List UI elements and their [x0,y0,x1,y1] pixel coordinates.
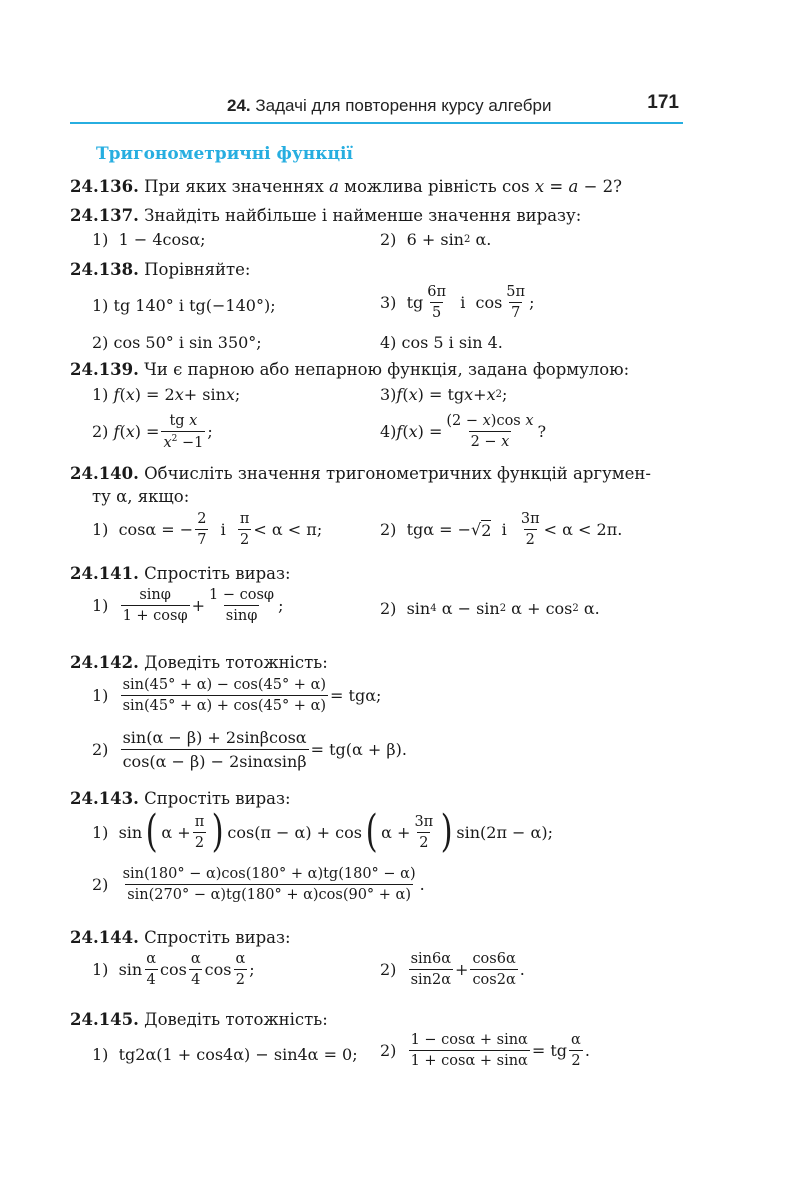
problem-24-138-item-2: 2) cos 50° і sin 350°; [92,333,262,352]
problem-24-145-item-1: 1) tg2α(1 + cos4α) − sin4α = 0; [92,1045,358,1064]
problem-24-139-item-4: 4) f ( x ) = $\frac{\text{(2 − x)cos x}}{2 - x}$ ? [380,413,547,450]
problem-24-138: 24.138. Порівняйте: [70,260,251,279]
problem-24-145: 24.145. Доведіть тотожність: [70,1010,328,1029]
problem-24-137: 24.137. Знайдіть найбільше і найменше значення виразу: [70,206,582,225]
problem-24-136: 24.136. При яких значеннях a можлива рівність cos x = a − 2? [70,177,623,196]
problem-24-141-item-1: 1) $\frac{\sin\varphi}{1 + \cos\varphi}$ + $\frac{1 - \cos\varphi}{\sin\varphi}$ ; [92,587,284,624]
problem-24-141-item-2: 2) sin 4 α − sin 2 α + cos 2 α. [380,599,600,618]
problem-24-144-item-2: 2) $\frac{\sin 6\alpha}{\sin 2\alpha}$ + $\frac{\cos 6\alpha}{\cos 2\alpha}$ . [380,951,525,988]
problem-24-140-item-1: 1) cosα = − $\frac{2}{7}$ і $\frac{\pi}{2}$ < α < π; [92,511,323,548]
page-number: 171 [647,92,679,113]
problem-24-139-item-2: 2) f ( x ) = $\frac{\text{tg x}}{x^2 -1}$ ; [92,413,213,451]
problem-24-145-item-2: 2) $\frac{1 - \cos\alpha + \sin\alpha}{1 + \cos\alpha + \sin\alpha}$ = tg $\frac{\alpha}{2}$ . [380,1032,590,1069]
problem-24-141: 24.141. Спростіть вираз: [70,564,291,583]
problem-24-139-item-1: 1) f ( x ) = 2 x + sin x ; [92,385,241,404]
problem-24-140-line-2: ту α, якщо: [92,487,190,506]
problem-24-143: 24.143. Спростіть вираз: [70,789,291,808]
problem-24-137-item-1: 1) 1 − 4cosα; [92,230,206,249]
problem-24-138-item-3: 3) tg $\frac{6\pi}{5}$ і cos $\frac{5\pi}{7}$ ; [380,284,535,321]
problem-24-142: 24.142. Доведіть тотожність: [70,653,328,672]
problem-24-143-item-1: 1) sin ( α + $\frac{\pi}{2}$ ) cos(π − α) + cos ( α + $\frac{3\pi}{2}$ ) sin(2π − α); [92,806,553,857]
problem-24-140-line-1: 24.140. Обчисліть значення тригонометричних функцій аргумен- [70,464,651,483]
problem-24-140-item-2: 2) tgα = −√ 2 і $\frac{3\pi}{2}$ < α < 2π. [380,511,623,548]
header-title: 24. Задачі для повторення курсу алгебри [227,96,552,115]
problem-24-137-item-2: 2) 6 + sin 2 α. [380,230,492,249]
problem-24-142-item-2: 2) $\frac{\sin(\alpha - \beta) + 2\sin\beta\cos\alpha}{\cos(\alpha - \beta) - 2\sin\alpha\sin\beta}$ = tg(α + β). [92,728,407,771]
problem-24-139: 24.139. Чи є парною або непарною функція, задана формулою: [70,360,630,379]
problem-24-139-item-3: 3) f ( x ) = tg x + x 2 ; [380,385,508,404]
problem-24-138-item-4: 4) cos 5 і sin 4. [380,333,503,352]
problem-24-144-item-1: 1) sin $\frac{\alpha}{4}$ cos $\frac{\alpha}{4}$ cos $\frac{\alpha}{2}$ ; [92,951,255,988]
page-header [70,90,683,124]
problem-24-143-item-2: 2) $\frac{\sin(180^\circ - \alpha)\cos(180^\circ + \alpha)tg(180^\circ - \alpha)}{\sin(270^\circ - \alpha)tg(180^\circ + \alpha)\cos(90^\circ + \alpha)}$ . [92,866,425,903]
problem-24-142-item-1: 1) $\frac{\sin(45^\circ + \alpha) - \cos(45^\circ + \alpha)}{\sin(45^\circ + \alpha) + \cos(45^\circ + \alpha)}$ = tgα; [92,677,382,714]
section-title: Тригонометричні функції [96,144,353,164]
problem-24-138-item-1: 1) tg 140° і tg(−140°); [92,296,276,315]
problem-24-144: 24.144. Спростіть вираз: [70,928,291,947]
